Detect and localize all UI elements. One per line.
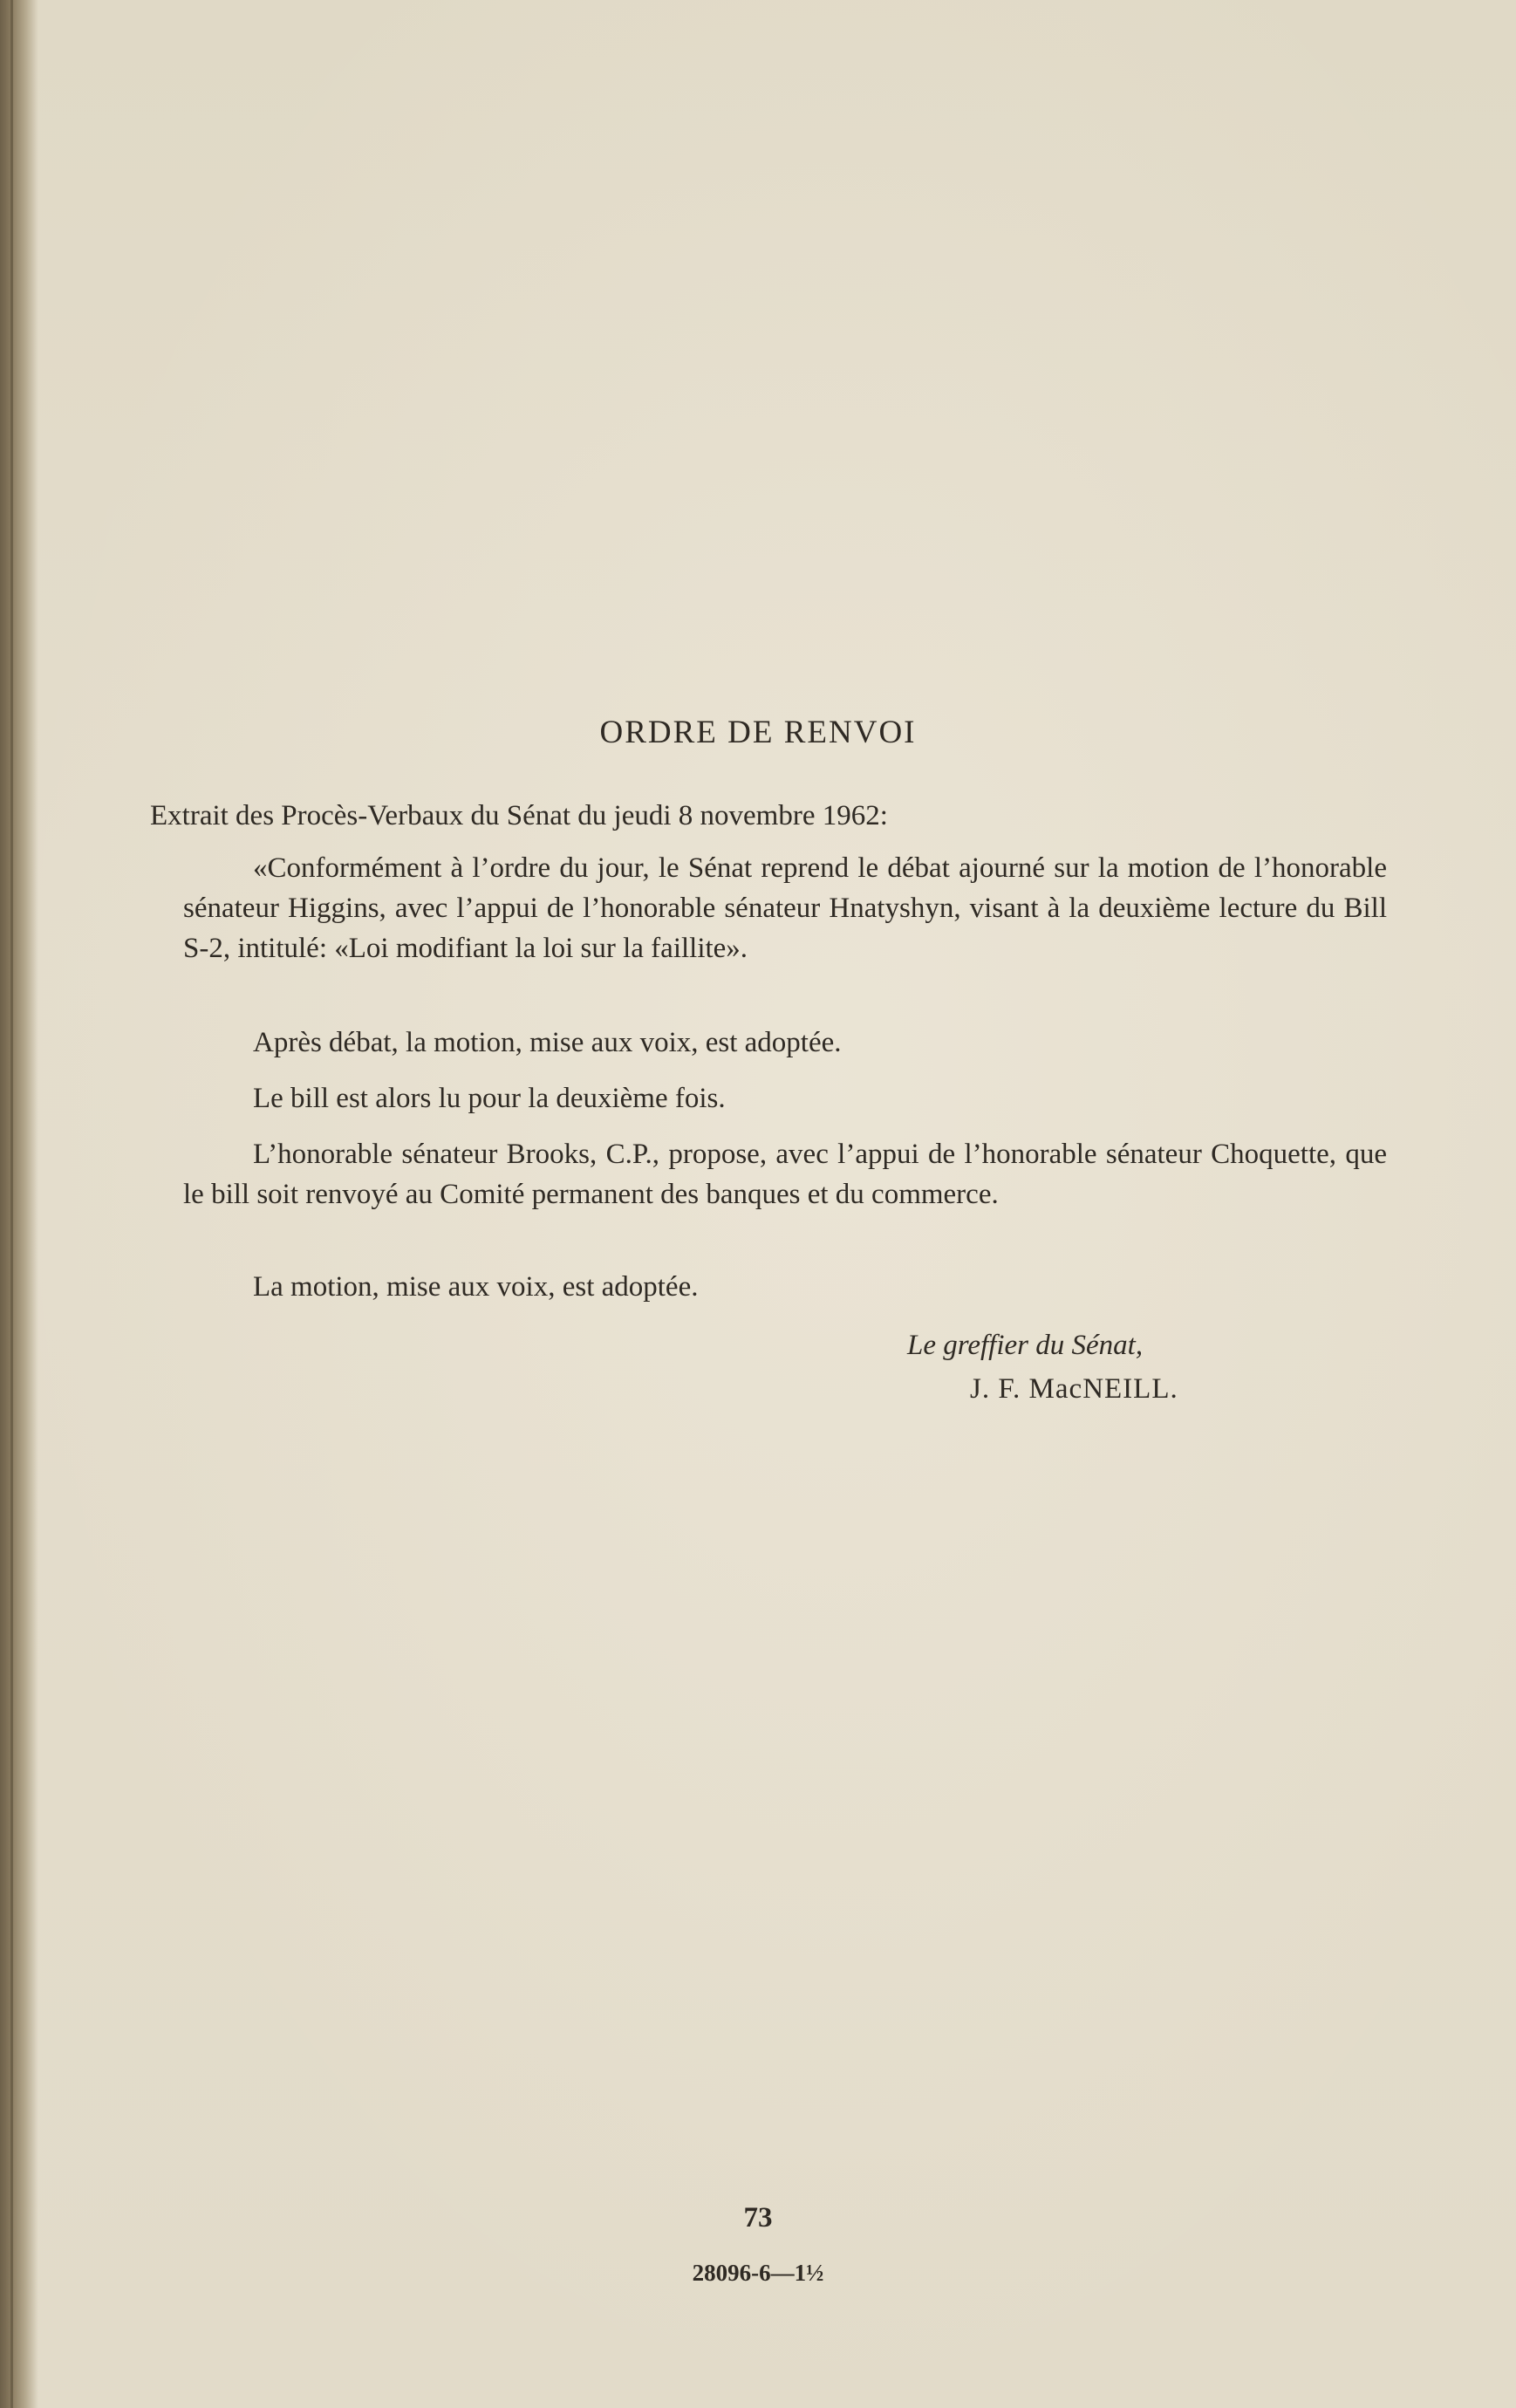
book-spine-shadow [0, 0, 38, 2408]
extract-line: Extrait des Procès-Verbaux du Sénat du jeudi 8 novembre 1962: [150, 800, 888, 831]
signature-name: J. F. MacNEILL. [970, 1373, 1178, 1405]
page-number: 73 [743, 2202, 773, 2234]
binding-edge [10, 0, 13, 2408]
paragraph-referral: L’honorable sénateur Brooks, C.P., propose, avec l’appui de l’honorable sénateur Choquette, que le bill soit renvoyé au Comité permanent des banques et du commerce. [183, 1139, 1387, 1210]
paragraph-adopted: La motion, mise aux voix, est adoptée. [253, 1271, 699, 1303]
paragraph-debate: Après débat, la motion, mise aux voix, est adoptée. [253, 1027, 842, 1058]
document-heading: ORDRE DE RENVOI [599, 715, 917, 750]
print-code: 28096-6—1½ [692, 2260, 824, 2286]
signature-title: Le greffier du Sénat, [907, 1330, 1144, 1361]
paragraph-motion: «Conformément à l’ordre du jour, le Sénat reprend le débat ajourné sur la motion de l’honorable sénateur Higgins, avec l’appui de l’honorable sénateur Hnatyshyn, visant à la deuxième lecture du Bill S-2, intitulé: «Loi modifiant la loi sur la faillite». [183, 852, 1387, 964]
paragraph-second-reading: Le bill est alors lu pour la deuxième fois. [253, 1083, 726, 1114]
